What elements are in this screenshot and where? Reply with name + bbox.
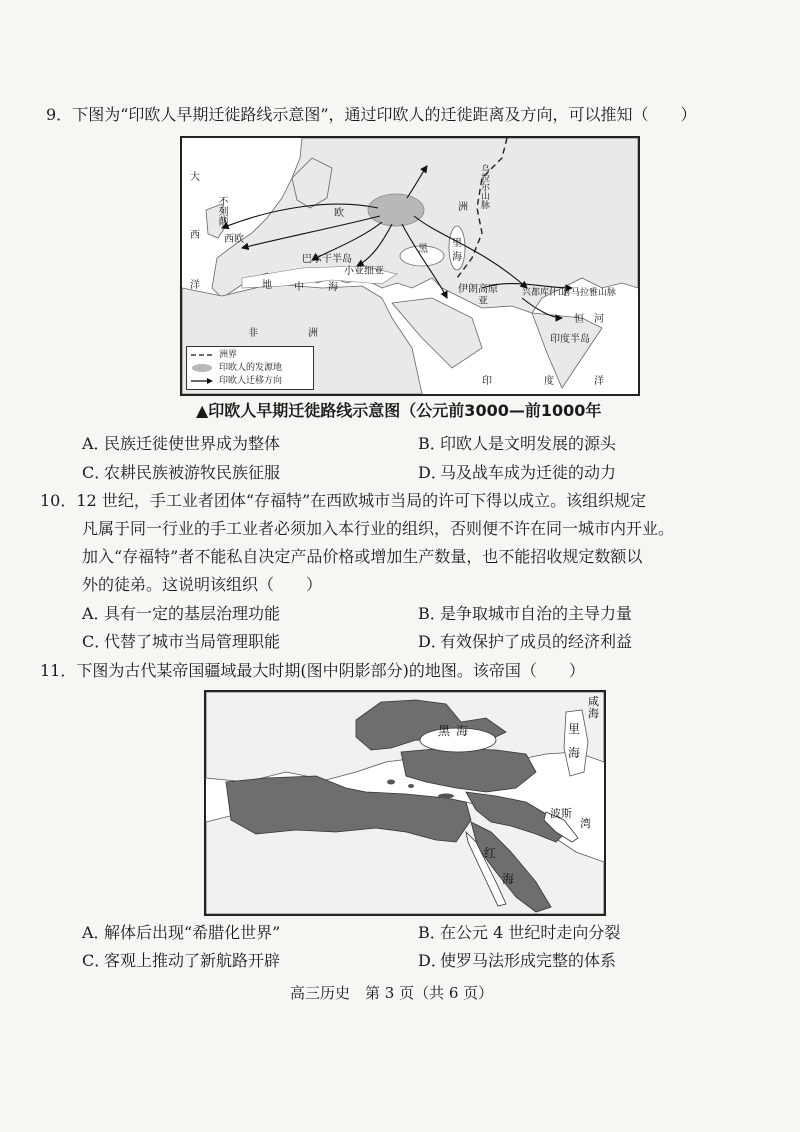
q11-option-c[interactable]: [82, 950, 280, 972]
q9-migration-map: [180, 136, 640, 396]
option-label: B．: [418, 434, 446, 453]
q9-number: 9．: [46, 105, 73, 124]
option-text: 是争取城市自治的主导力量: [440, 604, 633, 623]
option-label: C．: [82, 951, 111, 970]
label-yin: 印: [482, 376, 492, 387]
legend-boundary-row: [191, 350, 237, 360]
q10-stem-2: 凡属于同一行业的手工业者必须加入本行业的组织，否则便不许在同一城市内开业。: [82, 519, 675, 538]
legend-route: 印欧人迁移方向: [219, 376, 283, 386]
label-iran: 伊朗高原: [458, 284, 498, 295]
q9-stem: 下图为“印欧人早期迁徙路线示意图”，通过印欧人的迁徙距离及方向，可以推知（ ）: [72, 105, 697, 124]
q10-option-c[interactable]: [82, 631, 280, 653]
option-label: A．: [82, 434, 110, 453]
label-caspian-hai: 海: [568, 746, 581, 760]
label-fei: 非: [248, 328, 258, 339]
label-da: 大: [190, 172, 200, 183]
label-western-europe: 西欧: [224, 234, 244, 245]
q11-option-b[interactable]: [418, 922, 620, 944]
legend-route-row: [191, 376, 282, 386]
option-label: D．: [418, 951, 447, 970]
option-label: A．: [82, 923, 110, 942]
option-label: D．: [418, 463, 447, 482]
legend-origin-row: [191, 363, 282, 373]
option-text: 有效保护了成员的经济利益: [440, 632, 633, 651]
legend-origin: 印欧人的发源地: [219, 363, 283, 373]
q10-number: 10．: [40, 491, 77, 510]
option-label: B．: [418, 604, 446, 623]
legend-boundary: 洲界: [219, 350, 238, 360]
q9-option-b[interactable]: [418, 433, 616, 455]
q10-line-1: [40, 490, 646, 512]
q11-number: 11．: [40, 661, 77, 680]
q10-option-d[interactable]: [418, 631, 632, 653]
label-hindu-kush: 兴都库什山: [522, 288, 568, 298]
q10-stem-1: 12 世纪，手工业者团体“存福特”在西欧城市当局的许可下得以成立。该组织规定: [76, 491, 647, 510]
label-hai3: 海: [588, 707, 599, 720]
label-he: 河: [594, 314, 604, 325]
q9-stem-line: [46, 104, 697, 126]
label-xi: 西: [190, 230, 200, 241]
option-text: 代替了城市当局管理职能: [104, 632, 281, 651]
q10-option-a[interactable]: [82, 603, 280, 625]
option-text: 解体后出现“希腊化世界”: [104, 923, 281, 942]
label-indian-peninsula: 印度半岛: [550, 334, 590, 345]
label-caspian-hai: 海: [452, 252, 462, 263]
option-text: 在公元 4 世纪时走向分裂: [440, 923, 621, 942]
label-black-hai: 海: [456, 724, 469, 738]
label-zhou2: 洲: [458, 202, 468, 213]
label-red-hai: 海: [502, 872, 515, 886]
label-persian: 波斯: [550, 807, 572, 820]
label-balkan: 巴尔干半岛: [302, 254, 352, 265]
q11-stem-line: [40, 660, 585, 682]
option-text: 马及战车成为迁徙的动力: [440, 463, 617, 482]
page-footer: 高三历史 第 3 页（共 6 页）: [290, 984, 494, 1002]
label-yang2: 洋: [594, 376, 604, 387]
q9-option-a[interactable]: [82, 433, 280, 455]
label-zhou: 洲: [308, 328, 318, 339]
q9-option-c[interactable]: [82, 462, 280, 484]
label-himalaya: 喜马拉雅山脉: [562, 288, 617, 298]
label-black-sea: 黑: [418, 244, 428, 255]
label-gulf: 湾: [580, 817, 591, 830]
q9-map-legend: [186, 346, 314, 390]
arrow-icon: [191, 377, 213, 385]
option-label: C．: [82, 632, 111, 651]
label-ya: 亚: [478, 296, 488, 307]
label-yang: 洋: [190, 280, 200, 291]
option-text: 客观上推动了新航路开辟: [104, 951, 281, 970]
q11-option-a[interactable]: [82, 922, 280, 944]
label-ural: 乌拉尔山脉: [479, 164, 489, 209]
q11-empire-map: [204, 690, 606, 916]
q10-option-b[interactable]: [418, 603, 632, 625]
q11-option-d[interactable]: [418, 950, 616, 972]
option-text: 印欧人是文明发展的源头: [440, 434, 617, 453]
label-britain: 不列颠: [216, 196, 227, 226]
label-caspian-li: 里: [568, 722, 581, 736]
label-caspian-li: 里: [452, 238, 462, 249]
label-asia-minor: 小亚细亚: [344, 266, 384, 277]
q9-option-d[interactable]: [418, 462, 616, 484]
option-text: 民族迁徙使世界成为整体: [104, 434, 281, 453]
q11-map-graphic: [206, 692, 604, 914]
shaded-ellipse-icon: [191, 364, 213, 372]
q11-stem: 下图为古代某帝国疆域最大时期(图中阴影部分)的地图。该帝国（ ）: [76, 661, 585, 680]
option-label: D．: [418, 632, 447, 651]
option-text: 使罗马法形成完整的体系: [440, 951, 617, 970]
label-heng: 恒: [574, 314, 584, 325]
option-text: 农耕民族被游牧民族征服: [104, 463, 281, 482]
label-hai: 海: [328, 282, 338, 293]
q10-stem-3: 加入“存福特”者不能私自决定产品价格或增加生产数量，也不能招收规定数额以: [82, 547, 643, 566]
indo-european-origin: [368, 194, 424, 226]
option-label: C．: [82, 463, 111, 482]
label-red-hong: 红: [484, 846, 497, 860]
dashed-line-icon: [191, 351, 213, 359]
q9-map-caption: ▲印欧人早期迁徙路线示意图（公元前3000—前1000年: [196, 401, 602, 420]
option-label: B．: [418, 923, 446, 942]
label-zhong: 中: [294, 282, 304, 293]
label-du: 度: [544, 376, 554, 387]
option-label: A．: [82, 604, 110, 623]
label-di: 地: [262, 280, 272, 291]
label-europe: 欧: [334, 208, 344, 219]
label-xian: 咸: [588, 695, 599, 708]
q10-stem-4: 外的徒弟。这说明该组织（ ）: [82, 575, 323, 594]
option-text: 具有一定的基层治理功能: [104, 604, 281, 623]
label-black-hei: 黑: [438, 724, 451, 738]
